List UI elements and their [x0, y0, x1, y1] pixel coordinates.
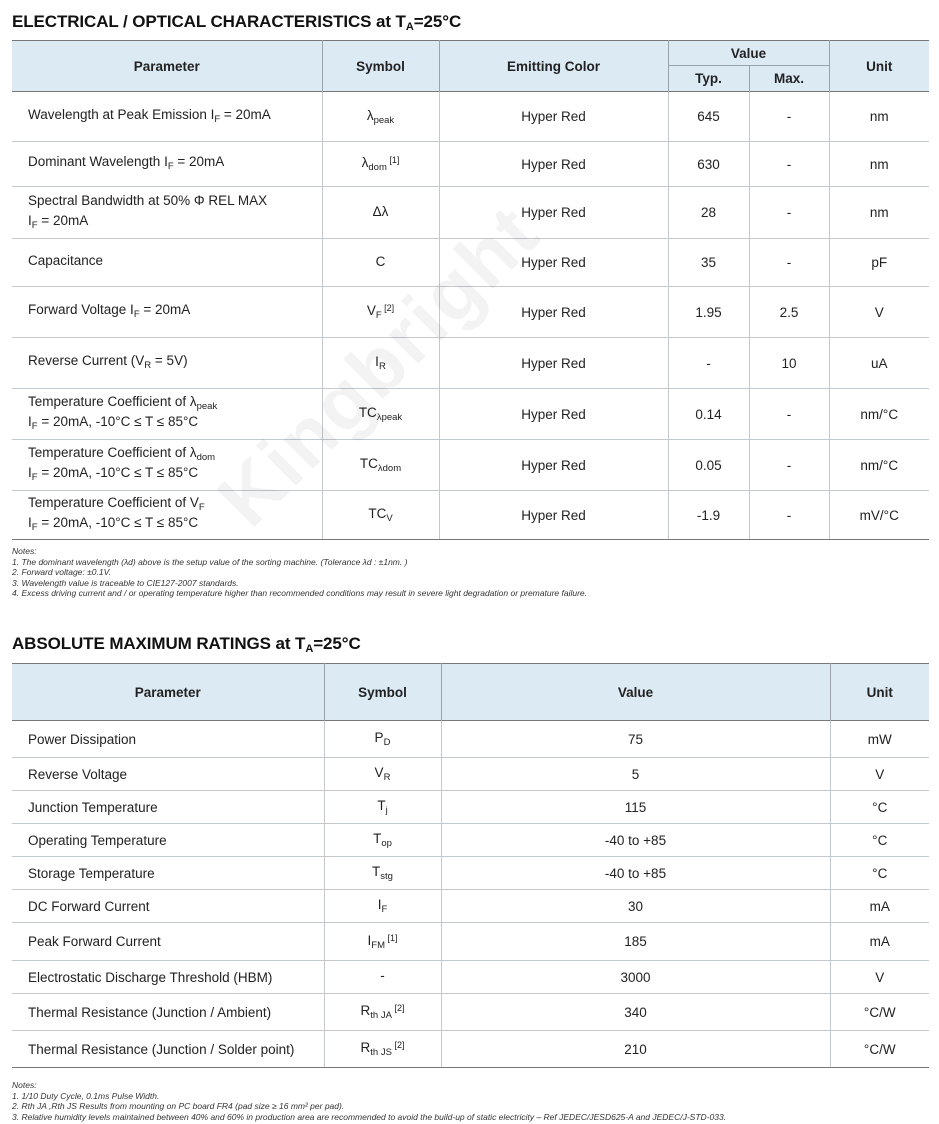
- cell-parameter: Electrostatic Discharge Threshold (HBM): [12, 961, 324, 994]
- cell-value: 30: [441, 890, 830, 923]
- header-value: Value: [668, 41, 829, 66]
- cell-parameter: Spectral Bandwidth at 50% Φ REL MAX $I_F = 20mA$: [12, 187, 322, 239]
- cell-symbol: $T_{stg}$: [324, 857, 441, 890]
- header-unit: Unit: [829, 41, 929, 92]
- cell-unit: mA: [830, 890, 929, 923]
- cell-emitting-color: Hyper Red: [439, 239, 668, 287]
- cell-parameter: Dominant Wavelength $I_F = 20mA$: [12, 142, 322, 187]
- table-row: [12, 758, 929, 791]
- table-row: [12, 824, 929, 857]
- cell-unit: V: [829, 287, 929, 338]
- cell-symbol: $P_D$: [324, 721, 441, 758]
- cell-emitting-color: Hyper Red: [439, 92, 668, 142]
- header-parameter: Parameter: [12, 41, 322, 92]
- cell-unit: nm: [829, 142, 929, 187]
- table-row: [12, 239, 929, 287]
- cell-parameter: Thermal Resistance (Junction / Solder point): [12, 1031, 324, 1068]
- cell-typ: 645: [668, 92, 749, 142]
- cell-symbol: $I_{FM}$ [1]: [324, 923, 441, 961]
- cell-unit: °C/W: [830, 1031, 929, 1068]
- cell-unit: °C: [830, 824, 929, 857]
- table-row: [12, 440, 929, 491]
- cell-typ: 28: [668, 187, 749, 239]
- cell-unit: nm: [829, 187, 929, 239]
- cell-typ: -1.9: [668, 491, 749, 540]
- header-parameter: Parameter: [12, 664, 324, 721]
- cell-value: -40 to +85: [441, 857, 830, 890]
- cell-unit: mV/°C: [829, 491, 929, 540]
- section-title-absolute-max: ABSOLUTE MAXIMUM RATINGS at $T_A=25^\circ C$: [12, 634, 361, 655]
- cell-emitting-color: Hyper Red: [439, 142, 668, 187]
- cell-parameter: Forward Voltage $I_F = 20mA$: [12, 287, 322, 338]
- cell-symbol: $\lambda_{peak}$: [322, 92, 439, 142]
- header-max: Max.: [749, 66, 829, 92]
- cell-symbol: $V_R$: [324, 758, 441, 791]
- note-line: Notes:: [12, 546, 37, 556]
- table-row: [12, 923, 929, 961]
- absolute-max-ratings-table: [12, 663, 929, 1068]
- cell-unit: °C/W: [830, 994, 929, 1031]
- table-row: [12, 890, 929, 923]
- cell-symbol: $I_R$: [322, 338, 439, 389]
- cell-typ: 630: [668, 142, 749, 187]
- cell-unit: nm: [829, 92, 929, 142]
- cell-symbol: Δλ: [322, 187, 439, 239]
- cell-parameter: Capacitance: [12, 239, 322, 287]
- cell-parameter: Reverse Current $(V_R = 5V)$: [12, 338, 322, 389]
- cell-parameter: Temperature Coefficient of $\lambda_{dom}$ $I_F = 20mA$, -10°C ≤ T ≤ 85°C: [12, 440, 322, 491]
- cell-symbol: $R_{th JS}$ [2]: [324, 1031, 441, 1068]
- header-unit: Unit: [830, 664, 929, 721]
- section-title-electrical-optical: ELECTRICAL / OPTICAL CHARACTERISTICS at $T_A=25^\circ C$: [12, 12, 462, 33]
- cell-symbol: $TC_V$: [322, 491, 439, 540]
- cell-symbol: $I_F$: [324, 890, 441, 923]
- table-row: [12, 994, 929, 1031]
- table-row: [12, 1031, 929, 1068]
- cell-max: 10: [749, 338, 829, 389]
- cell-value: -40 to +85: [441, 824, 830, 857]
- cell-value: 340: [441, 994, 830, 1031]
- cell-emitting-color: Hyper Red: [439, 440, 668, 491]
- cell-max: 2.5: [749, 287, 829, 338]
- note-line: 1. 1/10 Duty Cycle, 0.1ms Pulse Width.: [12, 1090, 160, 1101]
- cell-emitting-color: Hyper Red: [439, 389, 668, 440]
- cell-symbol: $TC_{\lambda peak}$: [322, 389, 439, 440]
- cell-max: -: [749, 239, 829, 287]
- cell-symbol: $\lambda_{dom}$ [1]: [322, 142, 439, 187]
- cell-value: 210: [441, 1031, 830, 1068]
- cell-max: -: [749, 491, 829, 540]
- cell-parameter: Power Dissipation: [12, 721, 324, 758]
- cell-parameter: Thermal Resistance (Junction / Ambient): [12, 994, 324, 1031]
- cell-max: -: [749, 92, 829, 142]
- note-line: 2. Rth JA ,Rth JS Results from mounting on PC board FR4 (pad size ≥ 16 mm² per pad).: [12, 1101, 345, 1111]
- cell-unit: nm/°C: [829, 440, 929, 491]
- cell-max: -: [749, 440, 829, 491]
- cell-max: -: [749, 389, 829, 440]
- cell-unit: nm/°C: [829, 389, 929, 440]
- cell-typ: 0.05: [668, 440, 749, 491]
- cell-parameter: Reverse Voltage: [12, 758, 324, 791]
- header-typ: Typ.: [668, 66, 749, 92]
- note-line: 3. Wavelength value is traceable to CIE127-2007 standards.: [12, 577, 239, 588]
- cell-emitting-color: Hyper Red: [439, 187, 668, 239]
- table-row: [12, 142, 929, 187]
- cell-parameter: Operating Temperature: [12, 824, 324, 857]
- cell-parameter: DC Forward Current: [12, 890, 324, 923]
- table-row: [12, 491, 929, 540]
- header-symbol: Symbol: [322, 41, 439, 92]
- cell-symbol: $R_{th JA}$ [2]: [324, 994, 441, 1031]
- cell-typ: 35: [668, 239, 749, 287]
- cell-unit: mA: [830, 923, 929, 961]
- cell-parameter: Temperature Coefficient of $\lambda_{peak}$ $I_F = 20mA$, -10°C ≤ T ≤ 85°C: [12, 389, 322, 440]
- cell-unit: °C: [830, 857, 929, 890]
- cell-value: 185: [441, 923, 830, 961]
- cell-unit: V: [830, 758, 929, 791]
- cell-max: -: [749, 142, 829, 187]
- header-value: Value: [441, 664, 830, 721]
- electrical-notes: [12, 546, 587, 599]
- cell-value: 5: [441, 758, 830, 791]
- table-row: [12, 287, 929, 338]
- cell-emitting-color: Hyper Red: [439, 338, 668, 389]
- cell-unit: °C: [830, 791, 929, 824]
- table-row: [12, 92, 929, 142]
- cell-symbol: $T_j$: [324, 791, 441, 824]
- cell-emitting-color: Hyper Red: [439, 287, 668, 338]
- cell-parameter: Storage Temperature: [12, 857, 324, 890]
- cell-unit: V: [830, 961, 929, 994]
- cell-symbol: C: [322, 239, 439, 287]
- cell-unit: pF: [829, 239, 929, 287]
- cell-typ: 1.95: [668, 287, 749, 338]
- cell-unit: uA: [829, 338, 929, 389]
- note-line: 3. Relative humidity levels maintained between 40% and 60% in production area are recommended to avoid the build-up of static electricity – Ref JEDEC/JESD625-A and JEDEC/J-STD-033.: [12, 1111, 727, 1122]
- table-row: [12, 187, 929, 239]
- table-row: [12, 791, 929, 824]
- cell-symbol: $TC_{\lambda dom}$: [322, 440, 439, 491]
- header-symbol: Symbol: [324, 664, 441, 721]
- table-row: [12, 721, 929, 758]
- cell-value: 115: [441, 791, 830, 824]
- table-row: [12, 389, 929, 440]
- note-line: 4. Excess driving current and / or operating temperature higher than recommended conditions may result in severe light degradation or premature failure.: [12, 588, 587, 598]
- cell-parameter: Peak Forward Current: [12, 923, 324, 961]
- cell-emitting-color: Hyper Red: [439, 491, 668, 540]
- cell-parameter: Wavelength at Peak Emission $I_F = 20mA$: [12, 92, 322, 142]
- cell-value: 75: [441, 721, 830, 758]
- cell-symbol: -: [324, 961, 441, 994]
- header-emitting-color: Emitting Color: [439, 41, 668, 92]
- table-row: [12, 338, 929, 389]
- ratings-notes: [12, 1080, 726, 1122]
- cell-unit: mW: [830, 721, 929, 758]
- cell-symbol: $V_F$ [2]: [322, 287, 439, 338]
- cell-parameter: Junction Temperature: [12, 791, 324, 824]
- note-line: 1. The dominant wavelength (λd) above is the setup value of the sorting machine. (Tolerance λd : ±1nm. ): [12, 556, 408, 567]
- table-row: [12, 961, 929, 994]
- electrical-optical-table: [12, 40, 929, 540]
- note-line: Notes:: [12, 1080, 37, 1090]
- cell-parameter: Temperature Coefficient of $V_F$ $I_F = 20mA$, -10°C ≤ T ≤ 85°C: [12, 491, 322, 540]
- cell-typ: -: [668, 338, 749, 389]
- note-line: 2. Forward voltage: ±0.1V.: [12, 567, 111, 577]
- cell-value: 3000: [441, 961, 830, 994]
- cell-max: -: [749, 187, 829, 239]
- cell-typ: 0.14: [668, 389, 749, 440]
- table-row: [12, 857, 929, 890]
- cell-symbol: $T_{op}$: [324, 824, 441, 857]
